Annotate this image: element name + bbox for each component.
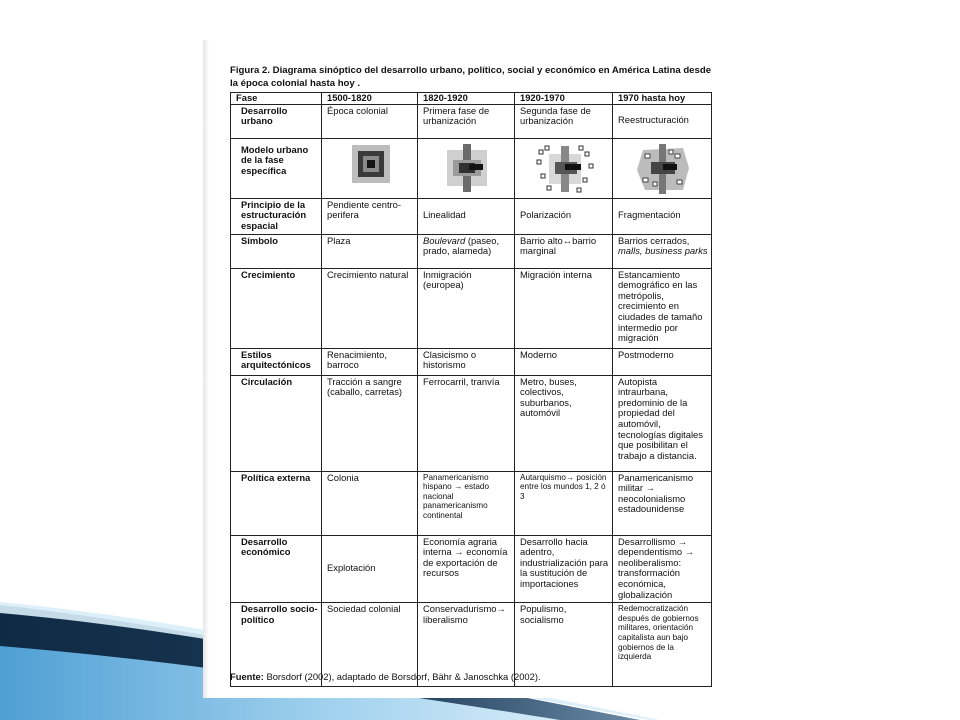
table-cell: Reestructuración [613,104,712,138]
model-cell [322,138,418,198]
row-label: Política externa [231,471,322,535]
table-cell: Panamericanismo hispano → estado nacional panamericanismo continental [418,471,515,535]
table-cell: Economía agraria interna → economía de exportación de recursos [418,535,515,603]
table-row [231,471,712,535]
model-cell [515,138,613,198]
table-cell: Linealidad [418,198,515,234]
polarized-city-icon [535,144,595,194]
figure-source [230,671,730,682]
table-cell: Época colonial [322,104,418,138]
table-cell: Boulevard (paseo, prado, alameda) [418,234,515,268]
table-cell: Tracción a sangre (caballo, carretas) [322,375,418,471]
table-cell: Autopista intraurbana, predominio de la propiedad del automóvil, tecnologías digitales que posibilitan el trabajo a distancia. [613,375,712,471]
header-row [231,93,712,105]
table-cell: Crecimiento natural [322,268,418,348]
header-1820: 1820-1920 [418,93,515,105]
header-1970: 1970 hasta hoy [613,93,712,105]
model-cell [613,138,712,198]
malls-term: malls, business parks [618,245,708,257]
table-cell: Migración interna [515,268,613,348]
table-cell: Fragmentación [613,198,712,234]
scan-shadow-edge [203,40,209,698]
table-row [231,198,712,234]
table-cell: Autarquismo→ posición entre los mundos 1, 2 ó 3 [515,471,613,535]
header-fase: Fase [231,93,322,105]
header-1920: 1920-1970 [515,93,613,105]
table-row [231,268,712,348]
table-cell: Populismo, socialismo [515,603,613,687]
row-label: Estilos arquitectónicos [231,348,322,375]
source-label: Fuente: [230,671,264,682]
table-row [231,234,712,268]
synoptic-table [230,92,712,687]
table-row [231,138,712,198]
table-cell: Inmigración (europea) [418,268,515,348]
row-label: Principio de la estructuración espacial [231,198,322,234]
row-label: Desarrollo económico [231,535,322,603]
table-cell: Moderno [515,348,613,375]
row-label: Símbolo [231,234,322,268]
table-cell: Desarrollo hacia adentro, industrialización para la sustitución de importaciones [515,535,613,603]
table-cell: Segunda fase de urbanización [515,104,613,138]
table-row [231,535,712,603]
source-text: Borsdorf (2002), adaptado de Borsdorf, Bähr & Janoschka (2002). [263,671,541,682]
table-cell: Pendiente centro-perifera [322,198,418,234]
table-cell: Barrio alto↔barrio marginal [515,234,613,268]
figure-title: Figura 2. Diagrama sinóptico del desarrollo urbano, político, social y económico en América Latina desde la época colonial hasta hoy . [230,65,712,89]
model-cell [418,138,515,198]
table-cell: Renacimiento, barroco [322,348,418,375]
row-label: Circulación [231,375,322,471]
table-cell: Colonia [322,471,418,535]
table-cell: Polarización [515,198,613,234]
linear-cross-icon [439,144,495,192]
table-row [231,375,712,471]
header-1500: 1500-1820 [322,93,418,105]
row-label: Crecimiento [231,268,322,348]
table-cell: Sociedad colonial [322,603,418,687]
table-cell: Redemocratización después de gobiernos militares, orientación capitalista aun bajo gobiernos de la izquierda [613,603,712,687]
table-cell: Barrios cerrados, malls, business parks [613,234,712,268]
concentric-squares-icon [351,144,391,184]
table-row [231,104,712,138]
table-cell: Metro, buses, colectivos, suburbanos, automóvil [515,375,613,471]
row-label: Desarrollo socio-político [231,603,322,687]
row-label: Modelo urbano de la fase específica [231,138,322,198]
table-cell: Plaza [322,234,418,268]
boulevard-term: Boulevard [423,234,466,246]
table-cell: Explotación [322,535,418,603]
row-label: Desarrollo urbano [231,104,322,138]
table-cell: Primera fase de urbanización [418,104,515,138]
table-cell: Panamericanismo militar → neocolonialismo estadounidense [613,471,712,535]
table-row [231,348,712,375]
fragmented-city-icon [633,144,693,194]
table-cell: Estancamiento demográfico en las metrópolis, crecimiento en ciudades de tamaño intermedio por migración [613,268,712,348]
table-cell: Postmoderno [613,348,712,375]
table-cell: Desarrollismo → dependentismo → neoliberalismo: transformación económica, globalización [613,535,712,603]
table-cell: Conservadurismo→ liberalismo [418,603,515,687]
table-cell: Clasicismo o historismo [418,348,515,375]
table-cell: Ferrocarril, tranvía [418,375,515,471]
